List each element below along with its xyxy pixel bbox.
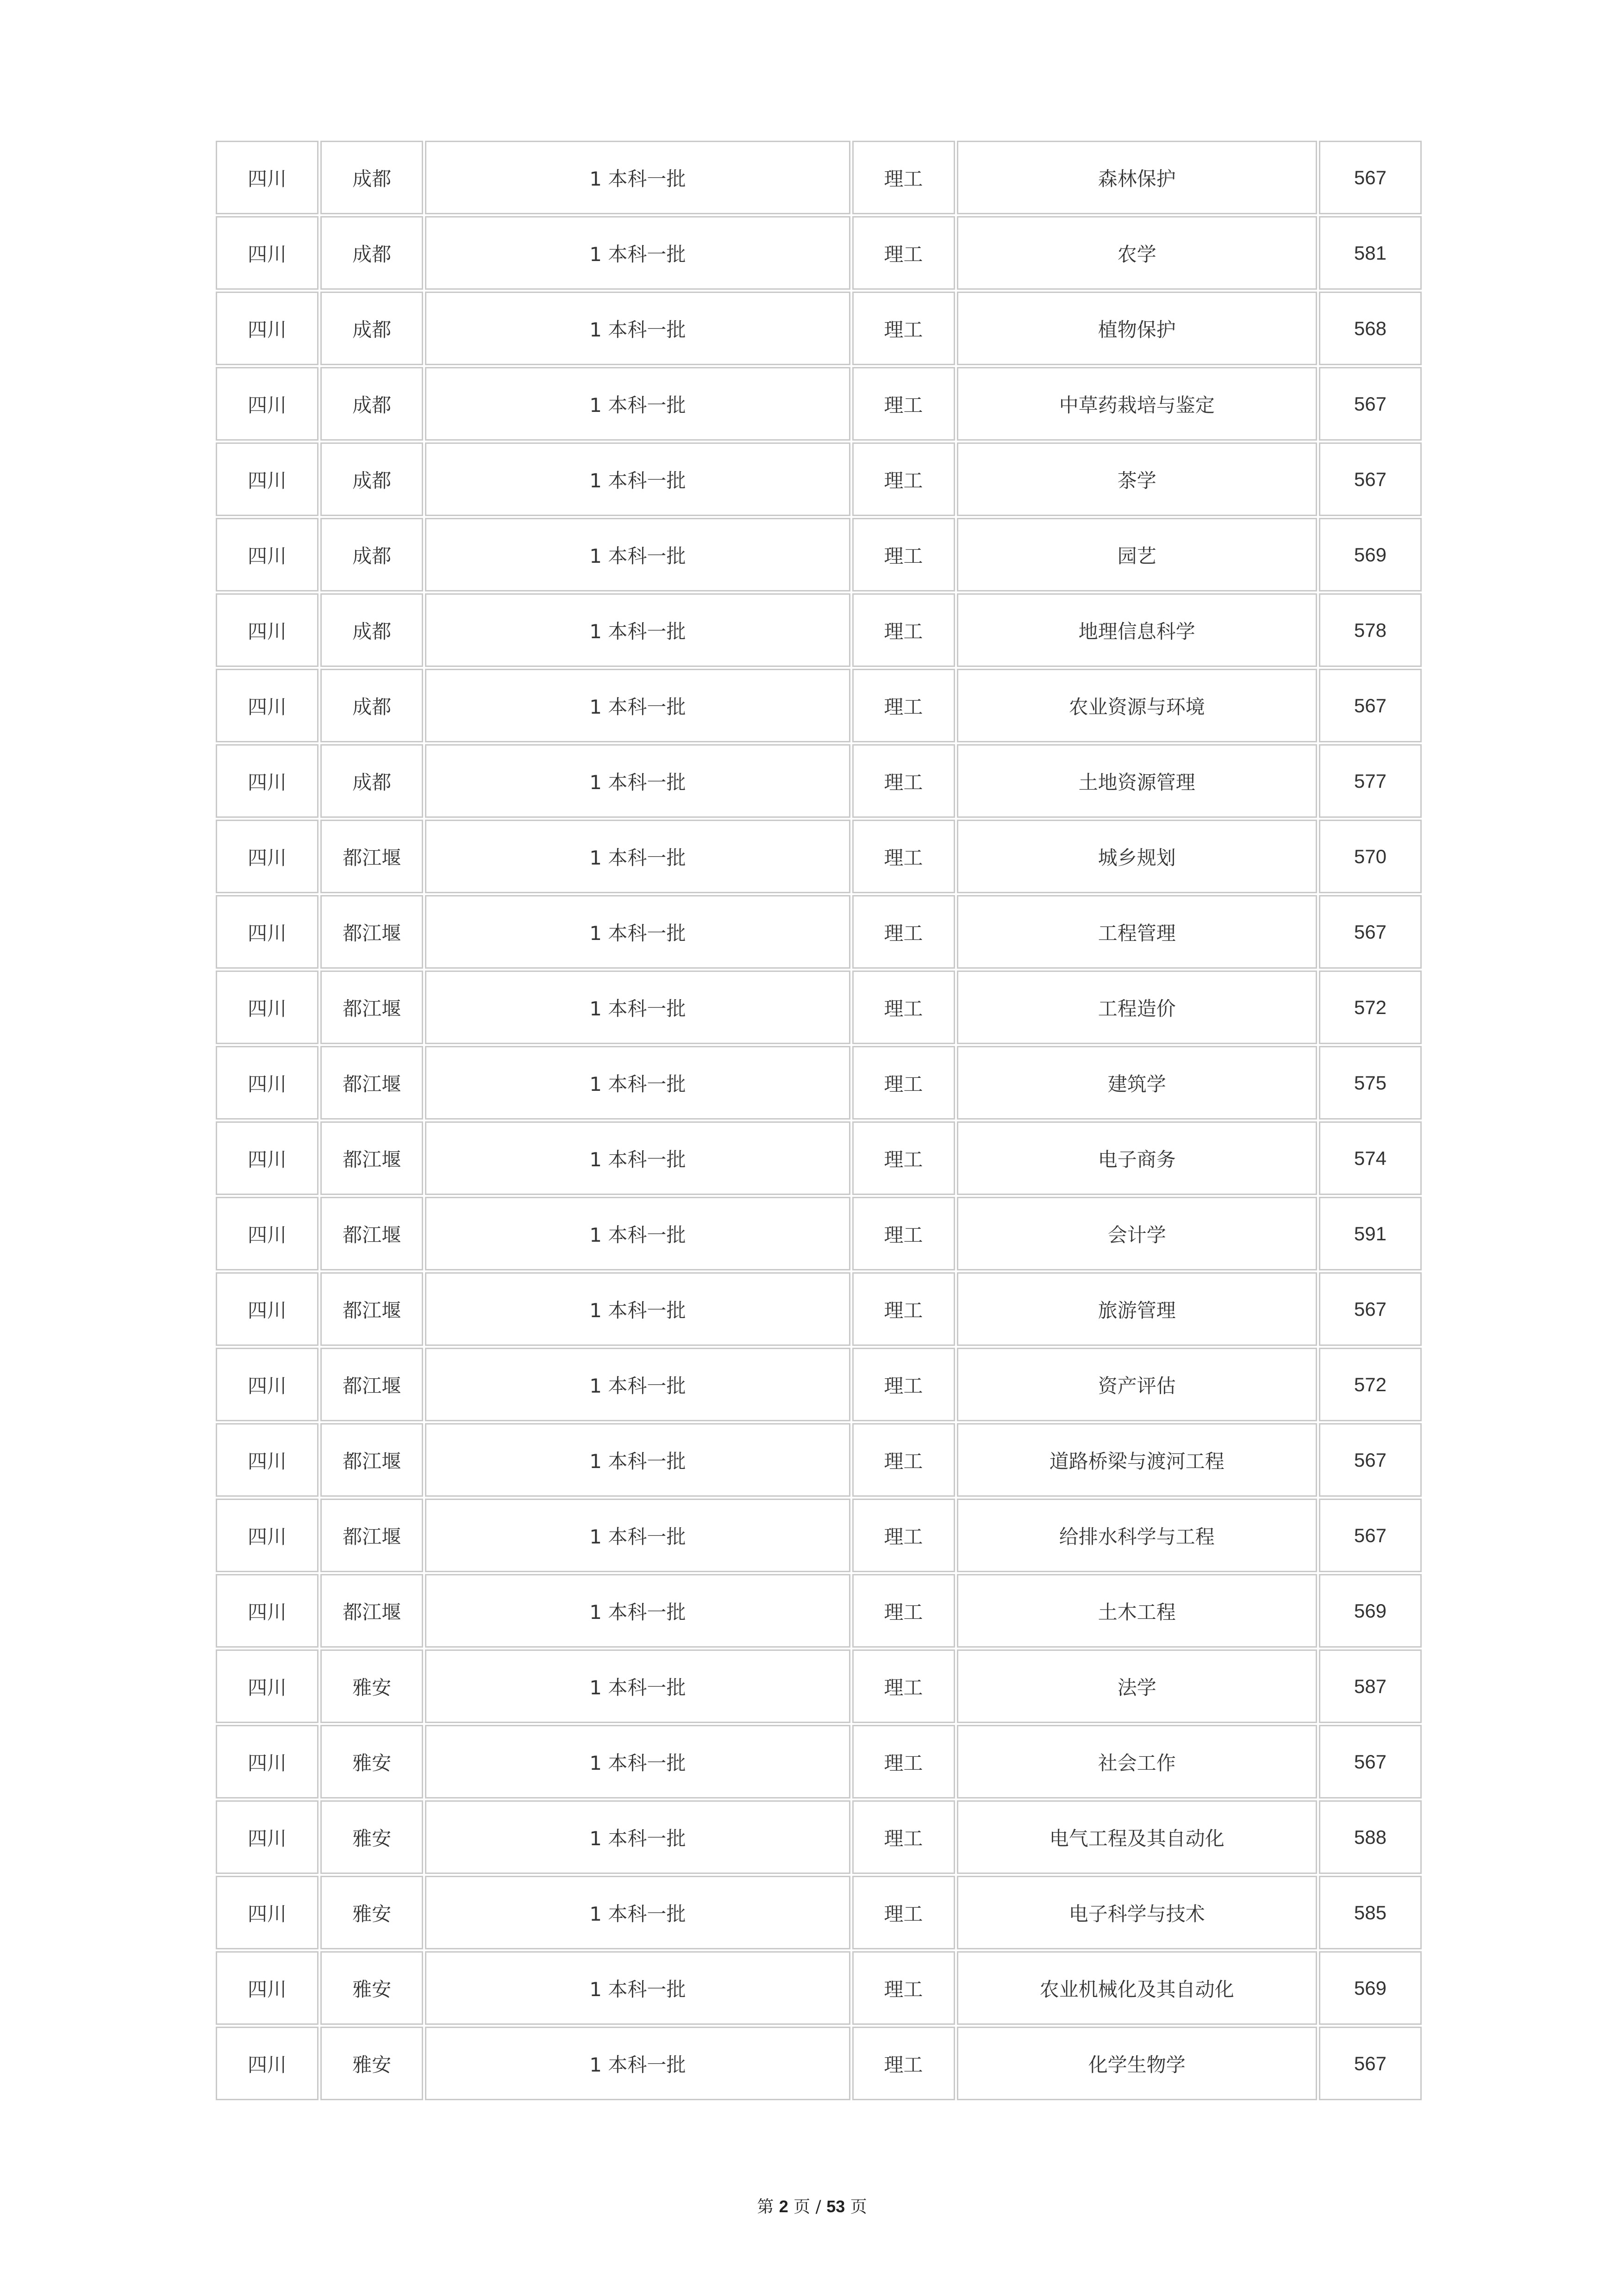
cell-category: 理工	[852, 216, 955, 290]
cell-province: 四川	[216, 1499, 319, 1572]
cell-campus: 雅安	[320, 1725, 423, 1798]
table-row	[216, 1046, 1422, 1120]
cell-major: 茶学	[957, 442, 1317, 516]
cell-province: 四川	[216, 971, 319, 1044]
cell-category: 理工	[852, 442, 955, 516]
cell-campus: 成都	[320, 141, 423, 214]
table-row	[216, 744, 1422, 818]
cell-score: 572	[1319, 971, 1422, 1044]
table-row	[216, 2027, 1422, 2100]
cell-campus: 都江堰	[320, 895, 423, 969]
cell-campus: 雅安	[320, 1951, 423, 2025]
cell-category: 理工	[852, 1121, 955, 1195]
cell-score: 569	[1319, 1574, 1422, 1648]
cell-campus: 雅安	[320, 2027, 423, 2100]
cell-batch: 1 本科一批	[425, 1649, 850, 1723]
cell-batch: 1 本科一批	[425, 971, 850, 1044]
cell-province: 四川	[216, 1951, 319, 2025]
cell-score: 567	[1319, 367, 1422, 441]
cell-batch: 1 本科一批	[425, 1423, 850, 1497]
cell-major: 社会工作	[957, 1725, 1317, 1798]
cell-score: 578	[1319, 593, 1422, 667]
cell-category: 理工	[852, 1197, 955, 1270]
cell-province: 四川	[216, 1348, 319, 1421]
table-row	[216, 367, 1422, 441]
cell-campus: 都江堰	[320, 1423, 423, 1497]
cell-province: 四川	[216, 1725, 319, 1798]
cell-category: 理工	[852, 820, 955, 893]
table-row	[216, 1197, 1422, 1270]
cell-major: 地理信息科学	[957, 593, 1317, 667]
cell-province: 四川	[216, 367, 319, 441]
cell-score: 572	[1319, 1348, 1422, 1421]
cell-score: 587	[1319, 1649, 1422, 1723]
cell-category: 理工	[852, 518, 955, 591]
cell-score: 567	[1319, 2027, 1422, 2100]
cell-province: 四川	[216, 1121, 319, 1195]
current-page-number: 2	[779, 2197, 788, 2216]
cell-campus: 成都	[320, 593, 423, 667]
cell-major: 土木工程	[957, 1574, 1317, 1648]
cell-campus: 成都	[320, 442, 423, 516]
cell-category: 理工	[852, 971, 955, 1044]
table-row	[216, 1725, 1422, 1798]
cell-province: 四川	[216, 593, 319, 667]
cell-province: 四川	[216, 1800, 319, 1874]
cell-major: 农学	[957, 216, 1317, 290]
cell-major: 园艺	[957, 518, 1317, 591]
cell-score: 585	[1319, 1876, 1422, 1949]
cell-province: 四川	[216, 744, 319, 818]
cell-major: 土地资源管理	[957, 744, 1317, 818]
cell-campus: 成都	[320, 518, 423, 591]
cell-major: 农业机械化及其自动化	[957, 1951, 1317, 2025]
cell-score: 569	[1319, 518, 1422, 591]
cell-province: 四川	[216, 1046, 319, 1120]
cell-campus: 都江堰	[320, 820, 423, 893]
cell-batch: 1 本科一批	[425, 1272, 850, 1346]
cell-campus: 雅安	[320, 1876, 423, 1949]
cell-province: 四川	[216, 216, 319, 290]
cell-score: 567	[1319, 1272, 1422, 1346]
cell-campus: 成都	[320, 367, 423, 441]
cell-category: 理工	[852, 1725, 955, 1798]
cell-score: 575	[1319, 1046, 1422, 1120]
cell-province: 四川	[216, 292, 319, 365]
cell-province: 四川	[216, 141, 319, 214]
total-page-number: 53	[826, 2197, 845, 2216]
cell-major: 化学生物学	[957, 2027, 1317, 2100]
cell-major: 植物保护	[957, 292, 1317, 365]
cell-score: 567	[1319, 1499, 1422, 1572]
footer-suffix: 页	[850, 2197, 867, 2216]
cell-campus: 成都	[320, 669, 423, 742]
cell-category: 理工	[852, 1272, 955, 1346]
cell-category: 理工	[852, 367, 955, 441]
cell-category: 理工	[852, 593, 955, 667]
cell-batch: 1 本科一批	[425, 216, 850, 290]
cell-batch: 1 本科一批	[425, 895, 850, 969]
cell-province: 四川	[216, 1423, 319, 1497]
cell-batch: 1 本科一批	[425, 744, 850, 818]
cell-province: 四川	[216, 2027, 319, 2100]
cell-batch: 1 本科一批	[425, 367, 850, 441]
cell-batch: 1 本科一批	[425, 669, 850, 742]
cell-province: 四川	[216, 895, 319, 969]
cell-major: 电子科学与技术	[957, 1876, 1317, 1949]
cell-major: 中草药栽培与鉴定	[957, 367, 1317, 441]
cell-category: 理工	[852, 1574, 955, 1648]
cell-major: 电子商务	[957, 1121, 1317, 1195]
cell-major: 法学	[957, 1649, 1317, 1723]
cell-score: 567	[1319, 669, 1422, 742]
cell-province: 四川	[216, 518, 319, 591]
cell-batch: 1 本科一批	[425, 442, 850, 516]
cell-province: 四川	[216, 1876, 319, 1949]
cell-campus: 都江堰	[320, 1348, 423, 1421]
cell-category: 理工	[852, 1876, 955, 1949]
cell-score: 568	[1319, 292, 1422, 365]
cell-category: 理工	[852, 895, 955, 969]
cell-score: 569	[1319, 1951, 1422, 2025]
cell-campus: 都江堰	[320, 1272, 423, 1346]
table-body	[216, 141, 1422, 2100]
cell-batch: 1 本科一批	[425, 820, 850, 893]
cell-score: 567	[1319, 1725, 1422, 1798]
cell-category: 理工	[852, 1649, 955, 1723]
cell-score: 588	[1319, 1800, 1422, 1874]
cell-batch: 1 本科一批	[425, 1499, 850, 1572]
cell-batch: 1 本科一批	[425, 1197, 850, 1270]
cell-major: 工程管理	[957, 895, 1317, 969]
cell-province: 四川	[216, 1197, 319, 1270]
cell-province: 四川	[216, 442, 319, 516]
cell-score: 577	[1319, 744, 1422, 818]
cell-campus: 成都	[320, 744, 423, 818]
table-row	[216, 1272, 1422, 1346]
cell-major: 旅游管理	[957, 1272, 1317, 1346]
table-row	[216, 895, 1422, 969]
cell-campus: 都江堰	[320, 1046, 423, 1120]
cell-score: 567	[1319, 442, 1422, 516]
cell-campus: 成都	[320, 216, 423, 290]
table-row	[216, 216, 1422, 290]
cell-batch: 1 本科一批	[425, 1046, 850, 1120]
cell-major: 城乡规划	[957, 820, 1317, 893]
table-row	[216, 669, 1422, 742]
cell-score: 591	[1319, 1197, 1422, 1270]
cell-major: 道路桥梁与渡河工程	[957, 1423, 1317, 1497]
cell-score: 574	[1319, 1121, 1422, 1195]
table-row	[216, 1121, 1422, 1195]
cell-category: 理工	[852, 1499, 955, 1572]
cell-batch: 1 本科一批	[425, 1876, 850, 1949]
cell-category: 理工	[852, 744, 955, 818]
cell-batch: 1 本科一批	[425, 518, 850, 591]
cell-province: 四川	[216, 669, 319, 742]
cell-campus: 都江堰	[320, 971, 423, 1044]
cell-major: 农业资源与环境	[957, 669, 1317, 742]
cell-score: 567	[1319, 141, 1422, 214]
cell-score: 581	[1319, 216, 1422, 290]
cell-province: 四川	[216, 820, 319, 893]
cell-category: 理工	[852, 292, 955, 365]
cell-major: 会计学	[957, 1197, 1317, 1270]
cell-batch: 1 本科一批	[425, 1121, 850, 1195]
table-row	[216, 292, 1422, 365]
table-row	[216, 1951, 1422, 2025]
cell-batch: 1 本科一批	[425, 292, 850, 365]
table-row	[216, 1574, 1422, 1648]
table-row	[216, 971, 1422, 1044]
cell-major: 给排水科学与工程	[957, 1499, 1317, 1572]
cell-batch: 1 本科一批	[425, 1574, 850, 1648]
page-footer	[0, 2194, 1624, 2217]
table-row	[216, 1876, 1422, 1949]
cell-batch: 1 本科一批	[425, 1951, 850, 2025]
cell-score: 567	[1319, 895, 1422, 969]
cell-campus: 都江堰	[320, 1121, 423, 1195]
cell-campus: 都江堰	[320, 1499, 423, 1572]
cell-campus: 雅安	[320, 1800, 423, 1874]
cell-batch: 1 本科一批	[425, 2027, 850, 2100]
cell-category: 理工	[852, 1046, 955, 1120]
table-row	[216, 442, 1422, 516]
table-row	[216, 1348, 1422, 1421]
cell-category: 理工	[852, 2027, 955, 2100]
cell-batch: 1 本科一批	[425, 1725, 850, 1798]
cell-major: 资产评估	[957, 1348, 1317, 1421]
footer-prefix: 第	[757, 2197, 774, 2216]
cell-batch: 1 本科一批	[425, 1348, 850, 1421]
table-row	[216, 1649, 1422, 1723]
cell-campus: 都江堰	[320, 1574, 423, 1648]
table-row	[216, 593, 1422, 667]
cell-category: 理工	[852, 1348, 955, 1421]
footer-middle: 页 /	[793, 2197, 821, 2216]
cell-major: 电气工程及其自动化	[957, 1800, 1317, 1874]
cell-major: 森林保护	[957, 141, 1317, 214]
table-row	[216, 518, 1422, 591]
cell-score: 567	[1319, 1423, 1422, 1497]
cell-category: 理工	[852, 1951, 955, 2025]
cell-category: 理工	[852, 669, 955, 742]
cell-campus: 都江堰	[320, 1197, 423, 1270]
table-row	[216, 820, 1422, 893]
cell-province: 四川	[216, 1649, 319, 1723]
table-row	[216, 1423, 1422, 1497]
cell-major: 建筑学	[957, 1046, 1317, 1120]
cell-category: 理工	[852, 1800, 955, 1874]
cell-category: 理工	[852, 1423, 955, 1497]
cell-campus: 成都	[320, 292, 423, 365]
cell-category: 理工	[852, 141, 955, 214]
cell-province: 四川	[216, 1574, 319, 1648]
cell-batch: 1 本科一批	[425, 1800, 850, 1874]
cell-major: 工程造价	[957, 971, 1317, 1044]
table-row	[216, 1499, 1422, 1572]
cell-campus: 雅安	[320, 1649, 423, 1723]
cell-score: 570	[1319, 820, 1422, 893]
cell-province: 四川	[216, 1272, 319, 1346]
table-row	[216, 141, 1422, 214]
cell-batch: 1 本科一批	[425, 141, 850, 214]
cell-batch: 1 本科一批	[425, 593, 850, 667]
table-row	[216, 1800, 1422, 1874]
admission-score-table	[214, 139, 1424, 2102]
